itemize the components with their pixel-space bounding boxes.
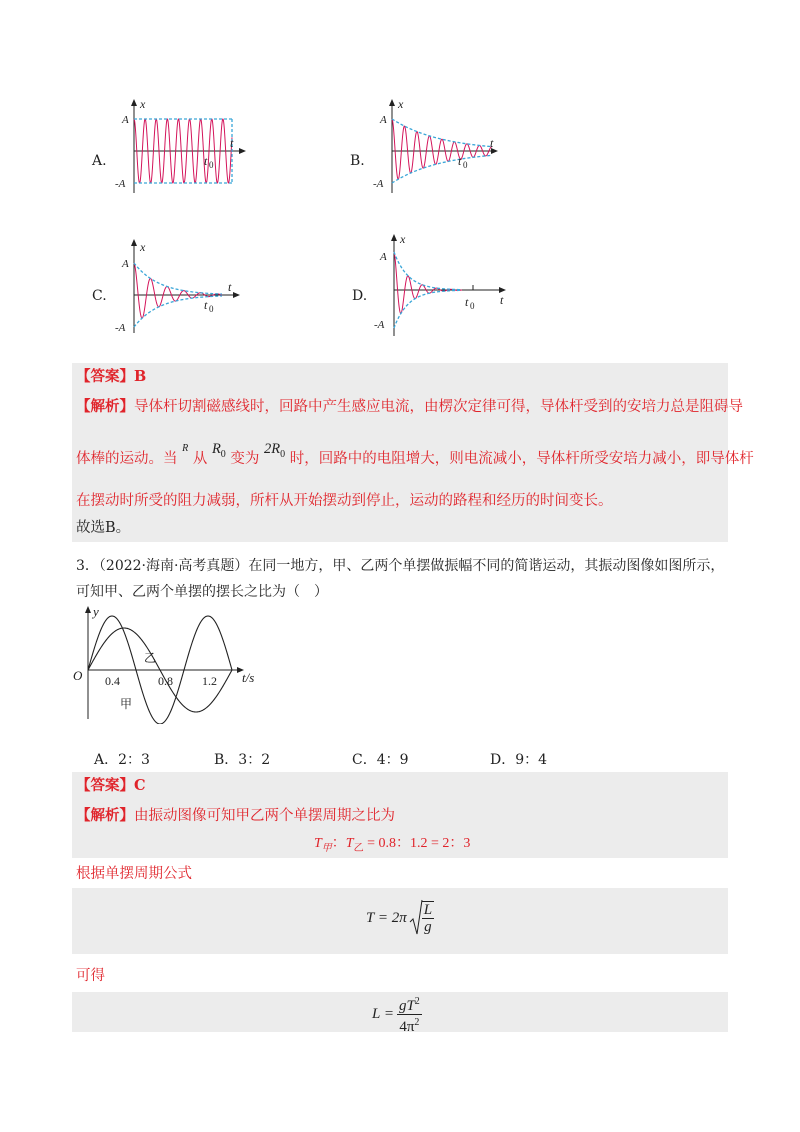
t0-sub: 0: [209, 304, 214, 314]
analysis-text: 导体杆切割磁感线时，回路中产生感应电流，由楞次定律可得，导体杆受到的安培力总是阻碍导: [134, 399, 743, 415]
x-axis-label: x: [140, 97, 146, 111]
analysis-tag: 【解析】: [76, 398, 134, 415]
analysis-text: 由振动图像可知甲乙两个单摆周期之比为: [134, 808, 395, 824]
amp-label: A: [122, 114, 129, 126]
origin-label: O: [73, 668, 83, 683]
t-axis-label: t: [490, 136, 494, 150]
tick-1.2: 1.2: [202, 674, 217, 688]
q3-then-text: 可得: [76, 968, 105, 984]
option-a-label[interactable]: A.: [92, 153, 107, 169]
amp-label: A: [380, 251, 387, 263]
var-r0: $R_0$: [211, 441, 226, 460]
t-axis-label: t: [500, 293, 504, 307]
t0-label: t: [204, 298, 208, 312]
q2-analysis-line3: 在摆动时所受的阻力减弱，所杆从开始摆动到停止，运动的路程和经历的时间变长。: [76, 493, 613, 509]
analysis-text: 变为: [230, 451, 260, 467]
option-b-label[interactable]: B.: [350, 153, 365, 169]
q2-answer-line: [76, 367, 146, 387]
formula1: T = 2π $\frac{L}{g}$: [366, 898, 434, 938]
analysis-text: 体棒的运动。当: [76, 451, 178, 467]
option-c-label[interactable]: C.: [92, 288, 107, 304]
answer-tag: 【答案】: [76, 777, 134, 794]
x-axis-label: x: [140, 240, 146, 254]
neg-amp-label: -A: [373, 178, 384, 190]
t0-sub: 0: [470, 301, 475, 311]
q3-stem-line2: 可知甲、乙两个单摆的摆长之比为（ ）: [76, 584, 328, 600]
tick-0.4: 0.4: [105, 674, 120, 688]
option-d-svg: [372, 230, 517, 338]
option-a-graph: [112, 95, 252, 195]
choice-c[interactable]: C．4：9: [352, 752, 409, 768]
var-2r0: $2R_0$: [264, 441, 286, 460]
x-axis-label: x: [398, 97, 404, 111]
choice-a[interactable]: A．2：3: [94, 752, 150, 768]
tick-0.8: 0.8: [158, 674, 173, 688]
q2-conclusion: 故选B。: [76, 520, 131, 536]
t0-sub: 0: [209, 160, 214, 170]
q2-analysis-line1: [76, 397, 743, 417]
q2-analysis-line2: [76, 441, 754, 475]
t-axis-label: t/s: [242, 670, 255, 685]
answer-value: C: [134, 777, 146, 794]
sqrt-icon: [409, 898, 423, 938]
t-axis-label: t: [228, 280, 232, 294]
option-c-svg: [112, 235, 252, 335]
q3-formula-intro: 根据单摆周期公式: [76, 866, 192, 882]
option-d-label[interactable]: D.: [352, 288, 368, 304]
q3-vibration-graph: [68, 604, 268, 724]
amp-label: A: [122, 258, 129, 270]
answer-value: B: [134, 368, 147, 385]
q3-stem-line1: 3．（2022·海南·高考真题）在同一地方，甲、乙两个单摆做振幅不同的简谐运动，其振动图像如图所示，: [76, 558, 725, 574]
t0-label: t: [204, 154, 208, 168]
formula2-lhs: L =: [372, 1006, 394, 1022]
option-b-svg: [370, 95, 510, 195]
answer-tag: 【答案】: [76, 368, 134, 385]
q3-period-ratio: $T_甲$：$T_乙 = 0.8$：1.2 = 2：3: [314, 836, 471, 854]
choice-d[interactable]: D．9：4: [490, 752, 548, 768]
t0-label: t: [458, 154, 462, 168]
t0-label: t: [465, 295, 469, 309]
option-b-graph: [370, 95, 510, 195]
y-axis-label: y: [93, 604, 99, 619]
formula2: L = $\frac{gT^2}{4\pi^2}$: [372, 996, 420, 1035]
analysis-text: 时，回路中的电阻增大，则电流减小，导体杆所受安培力减小，即导体杆: [289, 451, 754, 467]
analysis-text: 从: [192, 451, 208, 467]
t0-sub: 0: [463, 160, 468, 170]
option-a-svg: [112, 95, 252, 195]
neg-amp-label: -A: [115, 322, 126, 334]
choice-b[interactable]: B．3：2: [214, 752, 271, 768]
var-r: R: [182, 443, 189, 454]
amp-label: A: [380, 114, 387, 126]
x-axis-label: x: [400, 232, 406, 246]
q3-analysis-line: [76, 806, 395, 826]
q3-graph-svg: [68, 604, 268, 724]
option-d-graph: [372, 230, 517, 338]
formula1-lhs: T = 2π: [366, 909, 407, 926]
curve-jia-label: 甲: [120, 697, 133, 711]
neg-amp-label: -A: [374, 319, 385, 331]
t-axis-label: t: [230, 136, 234, 150]
analysis-tag: 【解析】: [76, 807, 134, 824]
curve-yi-label: 乙: [144, 651, 157, 665]
q3-answer-line: [76, 776, 146, 796]
neg-amp-label: -A: [115, 178, 126, 190]
option-c-graph: [112, 235, 252, 335]
